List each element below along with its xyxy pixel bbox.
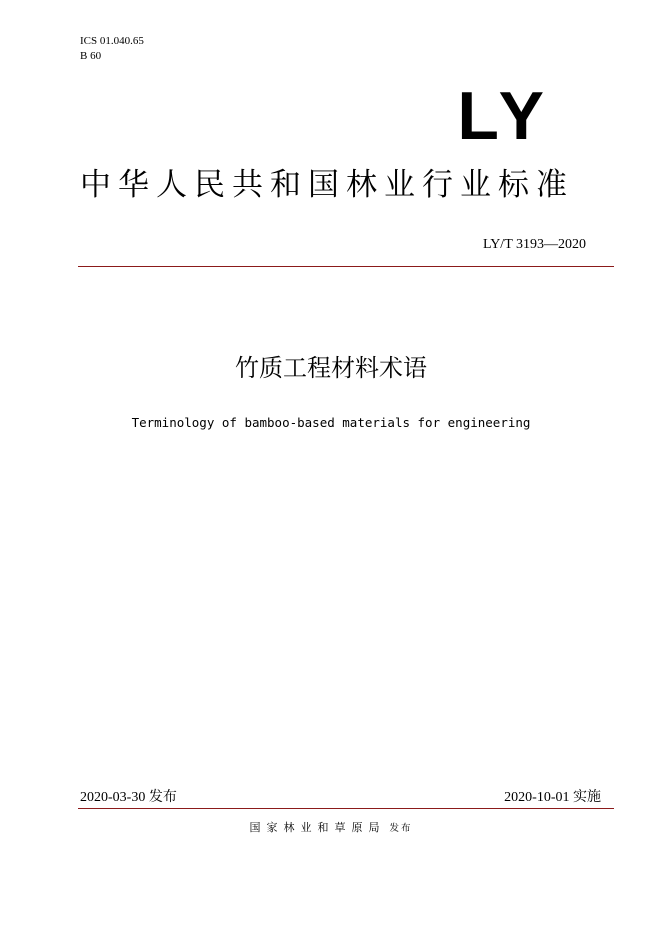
footer-divider: [78, 808, 614, 809]
implementation-date: 2020-10-01 实施: [504, 790, 601, 805]
standard-logo: LY: [457, 78, 550, 154]
ccs-code: B 60: [80, 50, 102, 62]
ics-code: ICS 01.040.65: [80, 35, 144, 47]
standard-category-title: 中华人民共和国林业行业标准: [80, 167, 574, 203]
standard-number: LY/T 3193—2020: [483, 237, 586, 252]
issuer-name: 国家林业和草原局: [249, 821, 386, 834]
issuer-suffix: 发布: [389, 823, 413, 834]
issue-date: 2020-03-30 发布: [80, 790, 177, 805]
document-title-english: Terminology of bamboo-based materials for engineering: [131, 415, 531, 430]
document-title-chinese: 竹质工程材料术语: [235, 354, 427, 382]
issuer-line: [0, 821, 662, 836]
header-divider: [78, 266, 614, 267]
